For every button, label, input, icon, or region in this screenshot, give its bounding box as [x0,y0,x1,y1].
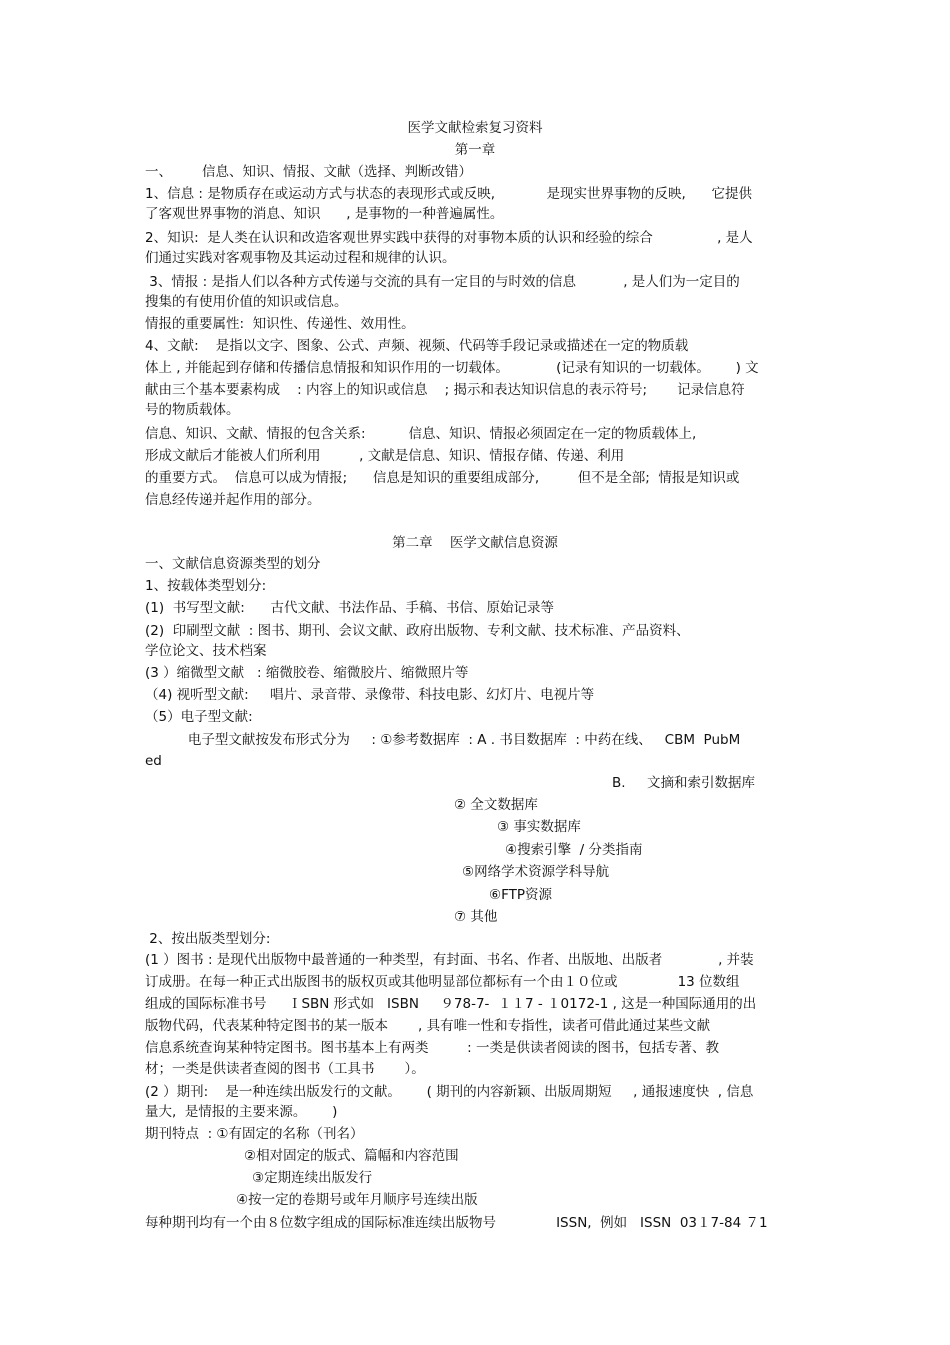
ch1-line: 情报的重要属性: 知识性、传递性、效用性。 [145,316,415,332]
ch2-line: 版物代码，代表某种特定图书的某一版本 , 具有唯一性和专指性，读者可借此通过某些文献 [145,1018,711,1034]
ch2-line: （4) 视听型文献: 唱片、录音带、录像带、科技电影、幻灯片、电视片等 [145,687,595,703]
db-type-item: ⑦ 其他 [454,909,498,925]
db-type-item: ④搜索引擎 / 分类指南 [505,842,643,858]
ch1-line: 3、情报 : 是指人们以各种方式传递与交流的具有一定目的与时效的信息 , 是人们为一定目的 [145,274,740,290]
ch2-line: （5）电子型文献: [145,709,253,725]
db-type-item: ⑤网络学术资源学科导航 [462,864,610,880]
ch2-line: 材；一类是供读者查阅的图书（工具书 ）。 [145,1061,425,1077]
ch2-line: 1、按载体类型划分: [145,578,267,594]
db-type-item: B. 文摘和索引数据库 [612,775,756,791]
ch2-line: 2、按出版类型划分: [145,931,271,947]
chapter-1-heading: 第一章 [454,142,496,158]
ch1-line: 形成文献后才能被人们所利用 , 文献是信息、知识、情报存储、传递、利用 [145,448,625,464]
ch2-line: 学位论文、技术档案 [145,643,267,659]
ch2-line: 订成册。在每一种正式出版图书的版权页或其他明显部位都标有一个由１０位或 13 位数组 [145,974,740,990]
ch1-line: 的重要方式。 信息可以成为情报; 信息是知识的重要组成部分, 但不是全部; 情报是知识或 [145,470,740,486]
ch1-line: 了客观世界事物的消息、知识 , 是事物的一种普遍属性。 [145,206,504,222]
ch2-line: 组成的国际标准书号 ＩSBN 形式如 ISBN ９78-7- １１7 - １0172-1 , 这是一种国际通用的出 [145,996,757,1012]
ch2-line: (1 ）图书 : 是现代出版物中最普通的一种类型，有封面、书名、作者、出版地、出版者 , 并装 [145,952,754,968]
ch1-line: 1、信息 : 是物质存在或运动方式与状态的表现形式或反映, 是现实世界事物的反映, 它提供 [145,186,753,202]
ch1-line: 2、知识: 是人类在认识和改造客观世界实践中获得的对事物本质的认识和经验的综合 , 是人 [145,230,753,246]
ch1-line: 信息、知识、文献、情报的包含关系: 信息、知识、情报必须固定在一定的物质载体上, [145,426,697,442]
ch2-line: (3 ）缩微型文献 : 缩微胶卷、缩微胶片、缩微照片等 [145,665,469,681]
ch1-line: 搜集的有使用价值的知识或信息。 [145,294,348,310]
ch2-line: ed [145,753,162,769]
document-title: 医学文献检索复习资料 [407,120,543,136]
journal-feature-item: ③定期连续出版发行 [252,1170,373,1186]
ch2-line: 电子型文献按发布形式分为 : ①参考数据库 : A . 书目数据库 : 中药在线、 CBM PubM [145,732,741,748]
ch2-line: (2) 印刷型文献 : 图书、期刊、会议文献、政府出版物、专利文献、技术标准、产品资料、 [145,623,690,639]
journal-feature-item: ②相对固定的版式、篇幅和内容范围 [244,1148,459,1164]
ch2-line: 量大, 是情报的主要来源。 ) [145,1104,338,1120]
db-type-item: ⑥FTP资源 [489,887,553,903]
ch2-line: 期刊特点 : ①有固定的名称（刊名） [145,1126,364,1142]
ch1-line: 体上 , 并能起到存储和传播信息情报和知识作用的一切载体。 (记录有知识的一切载体。 ) 文 [145,360,759,376]
ch1-line: 们通过实践对客观事物及其运动过程和规律的认识。 [145,250,456,266]
ch2-line: (2 ）期刊: 是一种连续出版发行的文献。 ( 期刊的内容新颖、出版周期短 , 通报速度快 , 信息 [145,1084,754,1100]
db-type-item: ③ 事实数据库 [497,819,581,835]
chapter-2-heading: 第二章 医学文献信息资源 [392,535,558,551]
ch2-line: 每种期刊均有一个由８位数字组成的国际标准连续出版物号 ISSN, 例如 ISSN 03１7-84 ７1 [145,1215,768,1231]
db-type-item: ② 全文数据库 [454,797,538,813]
ch1-line: 一、 信息、知识、情报、文献（选择、判断改错） [145,164,473,180]
journal-feature-item: ④按一定的卷期号或年月顺序号连续出版 [236,1192,478,1208]
ch2-line: 一、文献信息资源类型的划分 [145,556,321,572]
ch2-line: 信息系统查询某种特定图书。图书基本上有两类 : 一类是供读者阅读的图书，包括专著、教 [145,1040,719,1056]
ch2-line: (1) 书写型文献: 古代文献、书法作品、手稿、书信、原始记录等 [145,600,555,616]
ch1-line: 献由三个基本要素构成 : 内容上的知识或信息 ; 揭示和表达知识信息的表示符号; 记录信息符 [145,382,745,398]
ch1-line: 号的物质载体。 [145,402,240,418]
ch1-line: 4、文献: 是指以文字、图象、公式、声频、视频、代码等手段记录或描述在一定的物质载 [145,338,689,354]
ch1-line: 信息经传递并起作用的部分。 [145,492,321,508]
